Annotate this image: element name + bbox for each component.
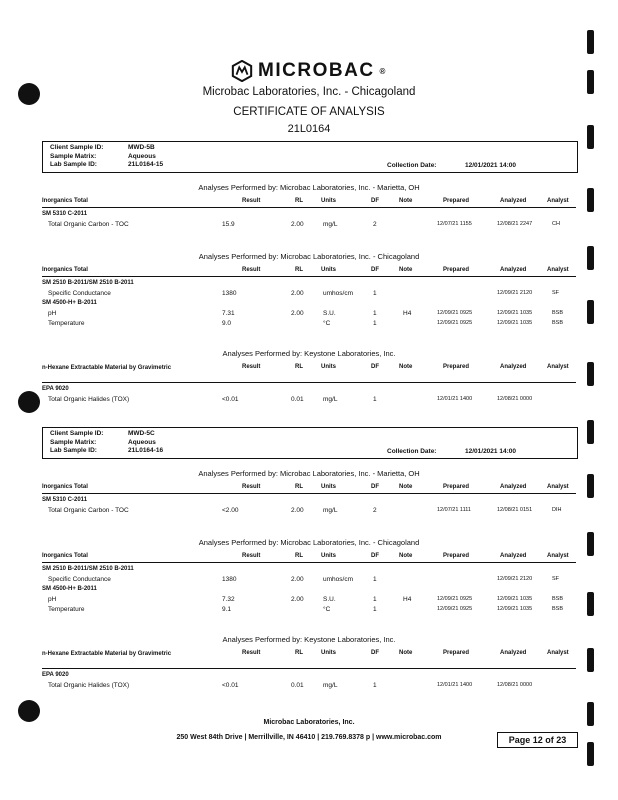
analysis-section-title: Analyses Performed by: Keystone Laboratories, Inc. xyxy=(222,635,396,644)
group-heading: Inorganics Total xyxy=(42,198,88,204)
header-logo xyxy=(0,60,618,87)
scan-edge-mark xyxy=(587,300,594,324)
client-sample-id-value: MWD-5C xyxy=(128,430,155,437)
rl-value: 2.00 xyxy=(291,310,304,317)
df-value: 1 xyxy=(373,576,377,583)
note-value: H4 xyxy=(403,596,412,603)
units-value: mg/L xyxy=(323,221,338,228)
result-value: 9.1 xyxy=(222,606,232,613)
column-df: DF xyxy=(371,484,379,490)
analyte-name: Temperature xyxy=(48,606,85,613)
df-value: 1 xyxy=(373,596,377,603)
df-value: 2 xyxy=(373,507,377,514)
prepared-value: 12/09/21 0925 xyxy=(437,606,473,612)
column-result: Result xyxy=(242,553,261,559)
group-heading: n-Hexane Extractable Material by Gravimetric xyxy=(42,651,172,657)
rl-value: 2.00 xyxy=(291,221,304,228)
result-value: <2.00 xyxy=(222,507,239,514)
analysis-section-title: Analyses Performed by: Microbac Laboratories, Inc. - Marietta, OH xyxy=(198,469,420,478)
column-rl: RL xyxy=(295,364,303,370)
sample-matrix-value: Aqueous xyxy=(128,439,156,446)
column-result: Result xyxy=(242,650,261,656)
method-name: SM 4500-H+ B-2011 xyxy=(42,586,97,592)
collection-date-label: Collection Date: xyxy=(387,448,437,455)
analyzed-value: 12/08/21 0151 xyxy=(497,507,533,513)
analyte-name: pH xyxy=(48,310,57,317)
df-value: 1 xyxy=(373,396,377,403)
column-prepared: Prepared xyxy=(443,364,470,370)
analyst-value: BSB xyxy=(552,606,564,612)
df-value: 1 xyxy=(373,310,377,317)
column-df: DF xyxy=(371,267,379,273)
analyst-value: SF xyxy=(552,576,560,582)
analyzed-value: 12/09/21 2120 xyxy=(497,576,533,582)
sample-matrix-label: Sample Matrix: xyxy=(50,439,97,446)
prepared-value: 12/09/21 0925 xyxy=(437,310,473,316)
scan-edge-mark xyxy=(587,592,594,616)
scan-edge-mark xyxy=(587,420,594,444)
sample-matrix-value: Aqueous xyxy=(128,153,156,160)
header-rule xyxy=(42,276,576,277)
column-prepared: Prepared xyxy=(443,553,470,559)
column-result: Result xyxy=(242,364,261,370)
analyzed-value: 12/09/21 1035 xyxy=(497,606,533,612)
column-df: DF xyxy=(371,364,379,370)
prepared-value: 12/09/21 0925 xyxy=(437,596,473,602)
units-value: umhos/cm xyxy=(323,290,353,297)
column-df: DF xyxy=(371,198,379,204)
result-value: 9.0 xyxy=(222,320,232,327)
analysis-section-title: Analyses Performed by: Microbac Laboratories, Inc. - Marietta, OH xyxy=(198,183,420,192)
units-value: S.U. xyxy=(323,310,336,317)
column-analyst: Analyst xyxy=(547,650,569,656)
column-units: Units xyxy=(321,650,336,656)
rl-value: 2.00 xyxy=(291,576,304,583)
group-heading: Inorganics Total xyxy=(42,484,88,490)
analyzed-value: 12/09/21 2120 xyxy=(497,290,533,296)
units-value: mg/L xyxy=(323,682,338,689)
group-heading: Inorganics Total xyxy=(42,553,88,559)
column-units: Units xyxy=(321,198,336,204)
result-value: 15.9 xyxy=(222,221,235,228)
column-analyst: Analyst xyxy=(547,484,569,490)
brand-name: MICROBAC xyxy=(258,60,375,81)
group-heading: n-Hexane Extractable Material by Gravimetric xyxy=(42,365,172,371)
analyst-value: BSB xyxy=(552,320,564,326)
analyte-name: Total Organic Halides (TOX) xyxy=(48,396,130,403)
page-number: Page 12 of 23 xyxy=(497,732,578,748)
analyst-value: DIH xyxy=(552,507,562,513)
analyte-name: pH xyxy=(48,596,57,603)
column-prepared: Prepared xyxy=(443,650,470,656)
prepared-value: 12/01/21 1400 xyxy=(437,396,473,402)
rl-value: 2.00 xyxy=(291,596,304,603)
punch-hole xyxy=(18,391,40,413)
method-name: SM 2510 B-2011/SM 2510 B-2011 xyxy=(42,280,134,286)
lab-sample-id-label: Lab Sample ID: xyxy=(50,447,97,454)
lab-sample-id-value: 21L0164-16 xyxy=(128,447,164,454)
note-value: H4 xyxy=(403,310,412,317)
prepared-value: 12/07/21 1111 xyxy=(437,507,471,513)
analyst-value: SF xyxy=(552,290,560,296)
column-analyst: Analyst xyxy=(547,198,569,204)
column-df: DF xyxy=(371,553,379,559)
registered-mark: ® xyxy=(379,66,387,76)
column-prepared: Prepared xyxy=(443,267,470,273)
analysis-section-title: Analyses Performed by: Microbac Laboratories, Inc. - Chicagoland xyxy=(198,538,420,547)
analysis-section-title: Analyses Performed by: Microbac Laboratories, Inc. - Chicagoland xyxy=(198,252,420,261)
analyzed-value: 12/09/21 1035 xyxy=(497,310,533,316)
column-units: Units xyxy=(321,364,336,370)
df-value: 1 xyxy=(373,606,377,613)
analyst-value: BSB xyxy=(552,310,564,316)
df-value: 2 xyxy=(373,221,377,228)
method-name: EPA 9020 xyxy=(42,672,69,678)
result-value: <0.01 xyxy=(222,396,239,403)
column-rl: RL xyxy=(295,484,303,490)
column-units: Units xyxy=(321,267,336,273)
client-sample-id-value: MWD-5B xyxy=(128,144,155,151)
collection-date-value: 12/01/2021 14:00 xyxy=(465,162,516,169)
method-name: SM 5310 C-2011 xyxy=(42,211,88,217)
header-rule xyxy=(42,207,576,208)
analyzed-value: 12/08/21 0000 xyxy=(497,396,533,402)
analyte-name: Total Organic Carbon - TOC xyxy=(48,221,129,228)
column-result: Result xyxy=(242,198,261,204)
lab-name: Microbac Laboratories, Inc. - Chicagoland xyxy=(202,86,416,98)
units-value: °C xyxy=(323,606,331,613)
analyzed-value: 12/08/21 0000 xyxy=(497,682,533,688)
rl-value: 0.01 xyxy=(291,396,304,403)
column-analyzed: Analyzed xyxy=(500,198,527,204)
column-note: Note xyxy=(399,198,413,204)
rl-value: 2.00 xyxy=(291,290,304,297)
method-name: SM 4500-H+ B-2011 xyxy=(42,300,97,306)
column-df: DF xyxy=(371,650,379,656)
column-analyzed: Analyzed xyxy=(500,650,527,656)
method-name: SM 5310 C-2011 xyxy=(42,497,88,503)
header-rule xyxy=(42,493,576,494)
column-result: Result xyxy=(242,484,261,490)
column-note: Note xyxy=(399,267,413,273)
column-rl: RL xyxy=(295,267,303,273)
collection-date-value: 12/01/2021 14:00 xyxy=(465,448,516,455)
prepared-value: 12/07/21 1155 xyxy=(437,221,472,227)
analyte-name: Specific Conductance xyxy=(48,290,111,297)
analyte-name: Temperature xyxy=(48,320,85,327)
footer-company: Microbac Laboratories, Inc. xyxy=(263,719,355,726)
prepared-value: 12/09/21 0925 xyxy=(437,320,473,326)
column-result: Result xyxy=(242,267,261,273)
scan-edge-mark xyxy=(587,648,594,672)
scan-edge-mark xyxy=(587,742,594,766)
column-rl: RL xyxy=(295,198,303,204)
header-rule xyxy=(42,382,576,383)
sample-matrix-label: Sample Matrix: xyxy=(50,153,97,160)
units-value: °C xyxy=(323,320,331,327)
scan-edge-mark xyxy=(587,30,594,54)
df-value: 1 xyxy=(373,290,377,297)
column-analyzed: Analyzed xyxy=(500,364,527,370)
client-sample-id-label: Client Sample ID: xyxy=(50,430,104,437)
units-value: mg/L xyxy=(323,396,338,403)
collection-date-label: Collection Date: xyxy=(387,162,437,169)
result-value: 1380 xyxy=(222,290,237,297)
column-note: Note xyxy=(399,650,413,656)
result-value: <0.01 xyxy=(222,682,239,689)
column-note: Note xyxy=(399,484,413,490)
document-id: 21L0164 xyxy=(287,123,331,135)
method-name: SM 2510 B-2011/SM 2510 B-2011 xyxy=(42,566,134,572)
column-prepared: Prepared xyxy=(443,484,470,490)
column-analyzed: Analyzed xyxy=(500,484,527,490)
analyte-name: Total Organic Halides (TOX) xyxy=(48,682,130,689)
column-rl: RL xyxy=(295,650,303,656)
rl-value: 2.00 xyxy=(291,507,304,514)
analyte-name: Specific Conductance xyxy=(48,576,111,583)
column-rl: RL xyxy=(295,553,303,559)
units-value: umhos/cm xyxy=(323,576,353,583)
analyzed-value: 12/08/21 2247 xyxy=(497,221,533,227)
document-title: CERTIFICATE OF ANALYSIS xyxy=(233,106,385,118)
client-sample-id-label: Client Sample ID: xyxy=(50,144,104,151)
prepared-value: 12/01/21 1400 xyxy=(437,682,473,688)
units-value: mg/L xyxy=(323,507,338,514)
rl-value: 0.01 xyxy=(291,682,304,689)
analyst-value: CH xyxy=(552,221,560,227)
scan-edge-mark xyxy=(587,362,594,386)
footer-address: 250 West 84th Drive | Merrillville, IN 46410 | 219.769.8378 p | www.microbac.com xyxy=(176,734,442,741)
header-rule xyxy=(42,668,576,669)
result-value: 7.31 xyxy=(222,310,235,317)
df-value: 1 xyxy=(373,682,377,689)
analyte-name: Total Organic Carbon - TOC xyxy=(48,507,129,514)
column-prepared: Prepared xyxy=(443,198,470,204)
group-heading: Inorganics Total xyxy=(42,267,88,273)
column-units: Units xyxy=(321,553,336,559)
result-value: 1380 xyxy=(222,576,237,583)
column-analyst: Analyst xyxy=(547,364,569,370)
analyzed-value: 12/09/21 1035 xyxy=(497,596,533,602)
units-value: S.U. xyxy=(323,596,336,603)
column-analyst: Analyst xyxy=(547,267,569,273)
analysis-section-title: Analyses Performed by: Keystone Laboratories, Inc. xyxy=(222,349,396,358)
column-analyzed: Analyzed xyxy=(500,267,527,273)
column-units: Units xyxy=(321,484,336,490)
lab-sample-id-value: 21L0164-15 xyxy=(128,161,164,168)
df-value: 1 xyxy=(373,320,377,327)
lab-sample-id-label: Lab Sample ID: xyxy=(50,161,97,168)
column-analyzed: Analyzed xyxy=(500,553,527,559)
result-value: 7.32 xyxy=(222,596,235,603)
analyst-value: BSB xyxy=(552,596,564,602)
column-note: Note xyxy=(399,553,413,559)
method-name: EPA 9020 xyxy=(42,386,69,392)
header-rule xyxy=(42,562,576,563)
analyzed-value: 12/09/21 1035 xyxy=(497,320,533,326)
microbac-logo-icon xyxy=(231,60,253,82)
column-note: Note xyxy=(399,364,413,370)
column-analyst: Analyst xyxy=(547,553,569,559)
